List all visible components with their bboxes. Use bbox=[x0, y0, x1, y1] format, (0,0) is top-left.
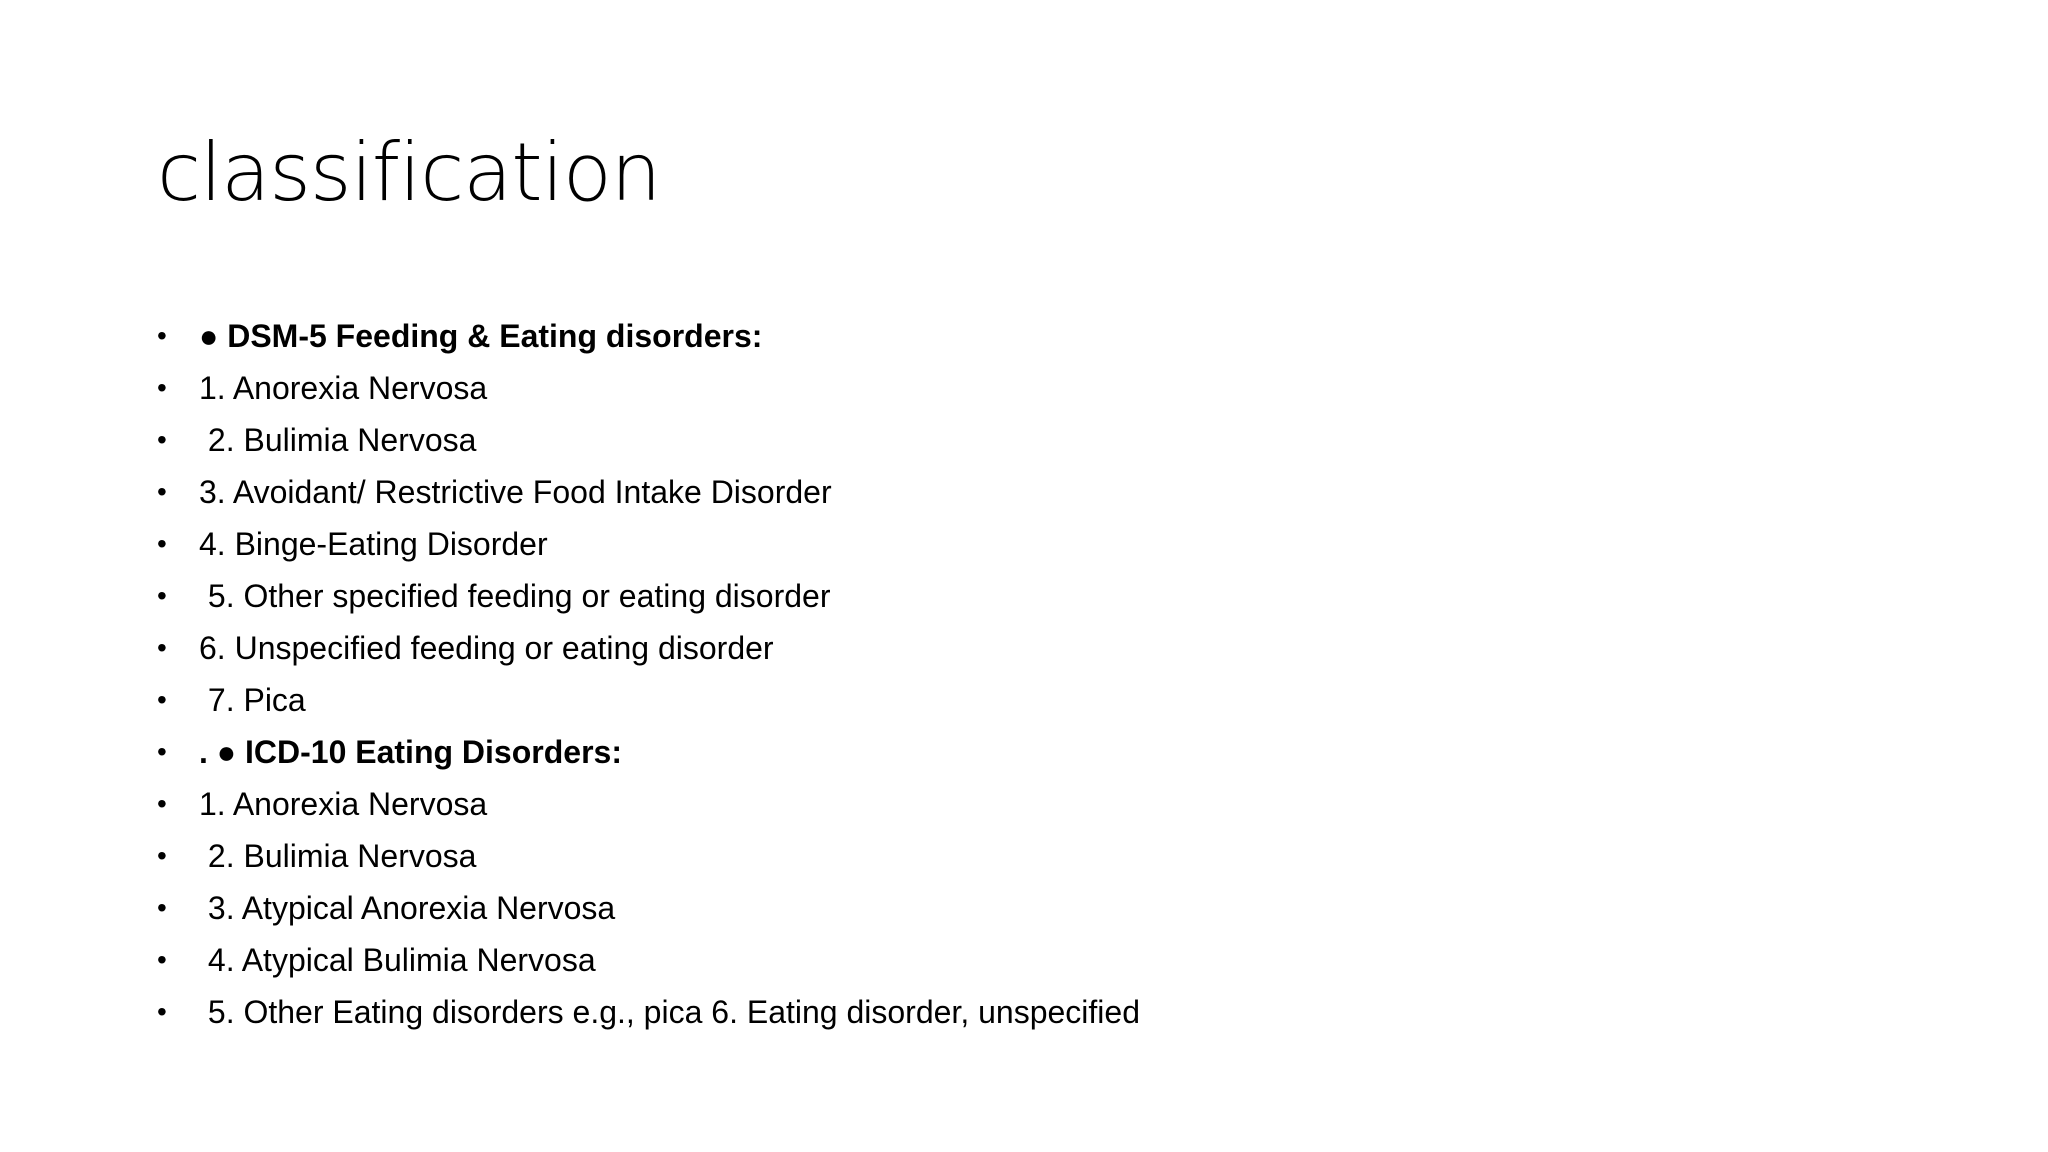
bullet-icon: • bbox=[157, 632, 167, 663]
list-item-text: 1. Anorexia Nervosa bbox=[199, 370, 488, 406]
bullet-icon: • bbox=[157, 996, 167, 1027]
list-item-text: 4. Binge-Eating Disorder bbox=[199, 526, 548, 562]
list-item-text: 2. Bulimia Nervosa bbox=[199, 422, 477, 458]
list-item-text: . ● ICD-10 Eating Disorders: bbox=[199, 734, 622, 770]
list-item-text: 3. Avoidant/ Restrictive Food Intake Disorder bbox=[199, 474, 832, 510]
list-item-text: 2. Bulimia Nervosa bbox=[199, 838, 477, 874]
bullet-icon: • bbox=[157, 424, 167, 455]
list-item-text: 6. Unspecified feeding or eating disorder bbox=[199, 630, 774, 666]
list-item-text: 5. Other specified feeding or eating disorder bbox=[199, 578, 831, 614]
bullet-icon: • bbox=[157, 892, 167, 923]
list-item-text: 4. Atypical Bulimia Nervosa bbox=[199, 942, 596, 978]
bullet-icon: • bbox=[157, 580, 167, 611]
list-item-text: ● DSM-5 Feeding & Eating disorders: bbox=[199, 318, 763, 354]
list-item-text: 1. Anorexia Nervosa bbox=[199, 786, 488, 822]
list-item-text: 5. Other Eating disorders e.g., pica 6. Eating disorder, unspecified bbox=[199, 994, 1140, 1030]
slide-title: classification bbox=[157, 126, 661, 219]
bullet-icon: • bbox=[157, 788, 167, 819]
list-item-text: 7. Pica bbox=[199, 682, 306, 718]
bullet-icon: • bbox=[157, 476, 167, 507]
bullet-icon: • bbox=[157, 372, 167, 403]
bullet-icon: • bbox=[157, 736, 167, 767]
bullet-icon: • bbox=[157, 944, 167, 975]
bullet-icon: • bbox=[157, 840, 167, 871]
bullet-icon: • bbox=[157, 528, 167, 559]
bullet-icon: • bbox=[157, 320, 167, 351]
list-item-text: 3. Atypical Anorexia Nervosa bbox=[199, 890, 616, 926]
bullet-icon: • bbox=[157, 684, 167, 715]
